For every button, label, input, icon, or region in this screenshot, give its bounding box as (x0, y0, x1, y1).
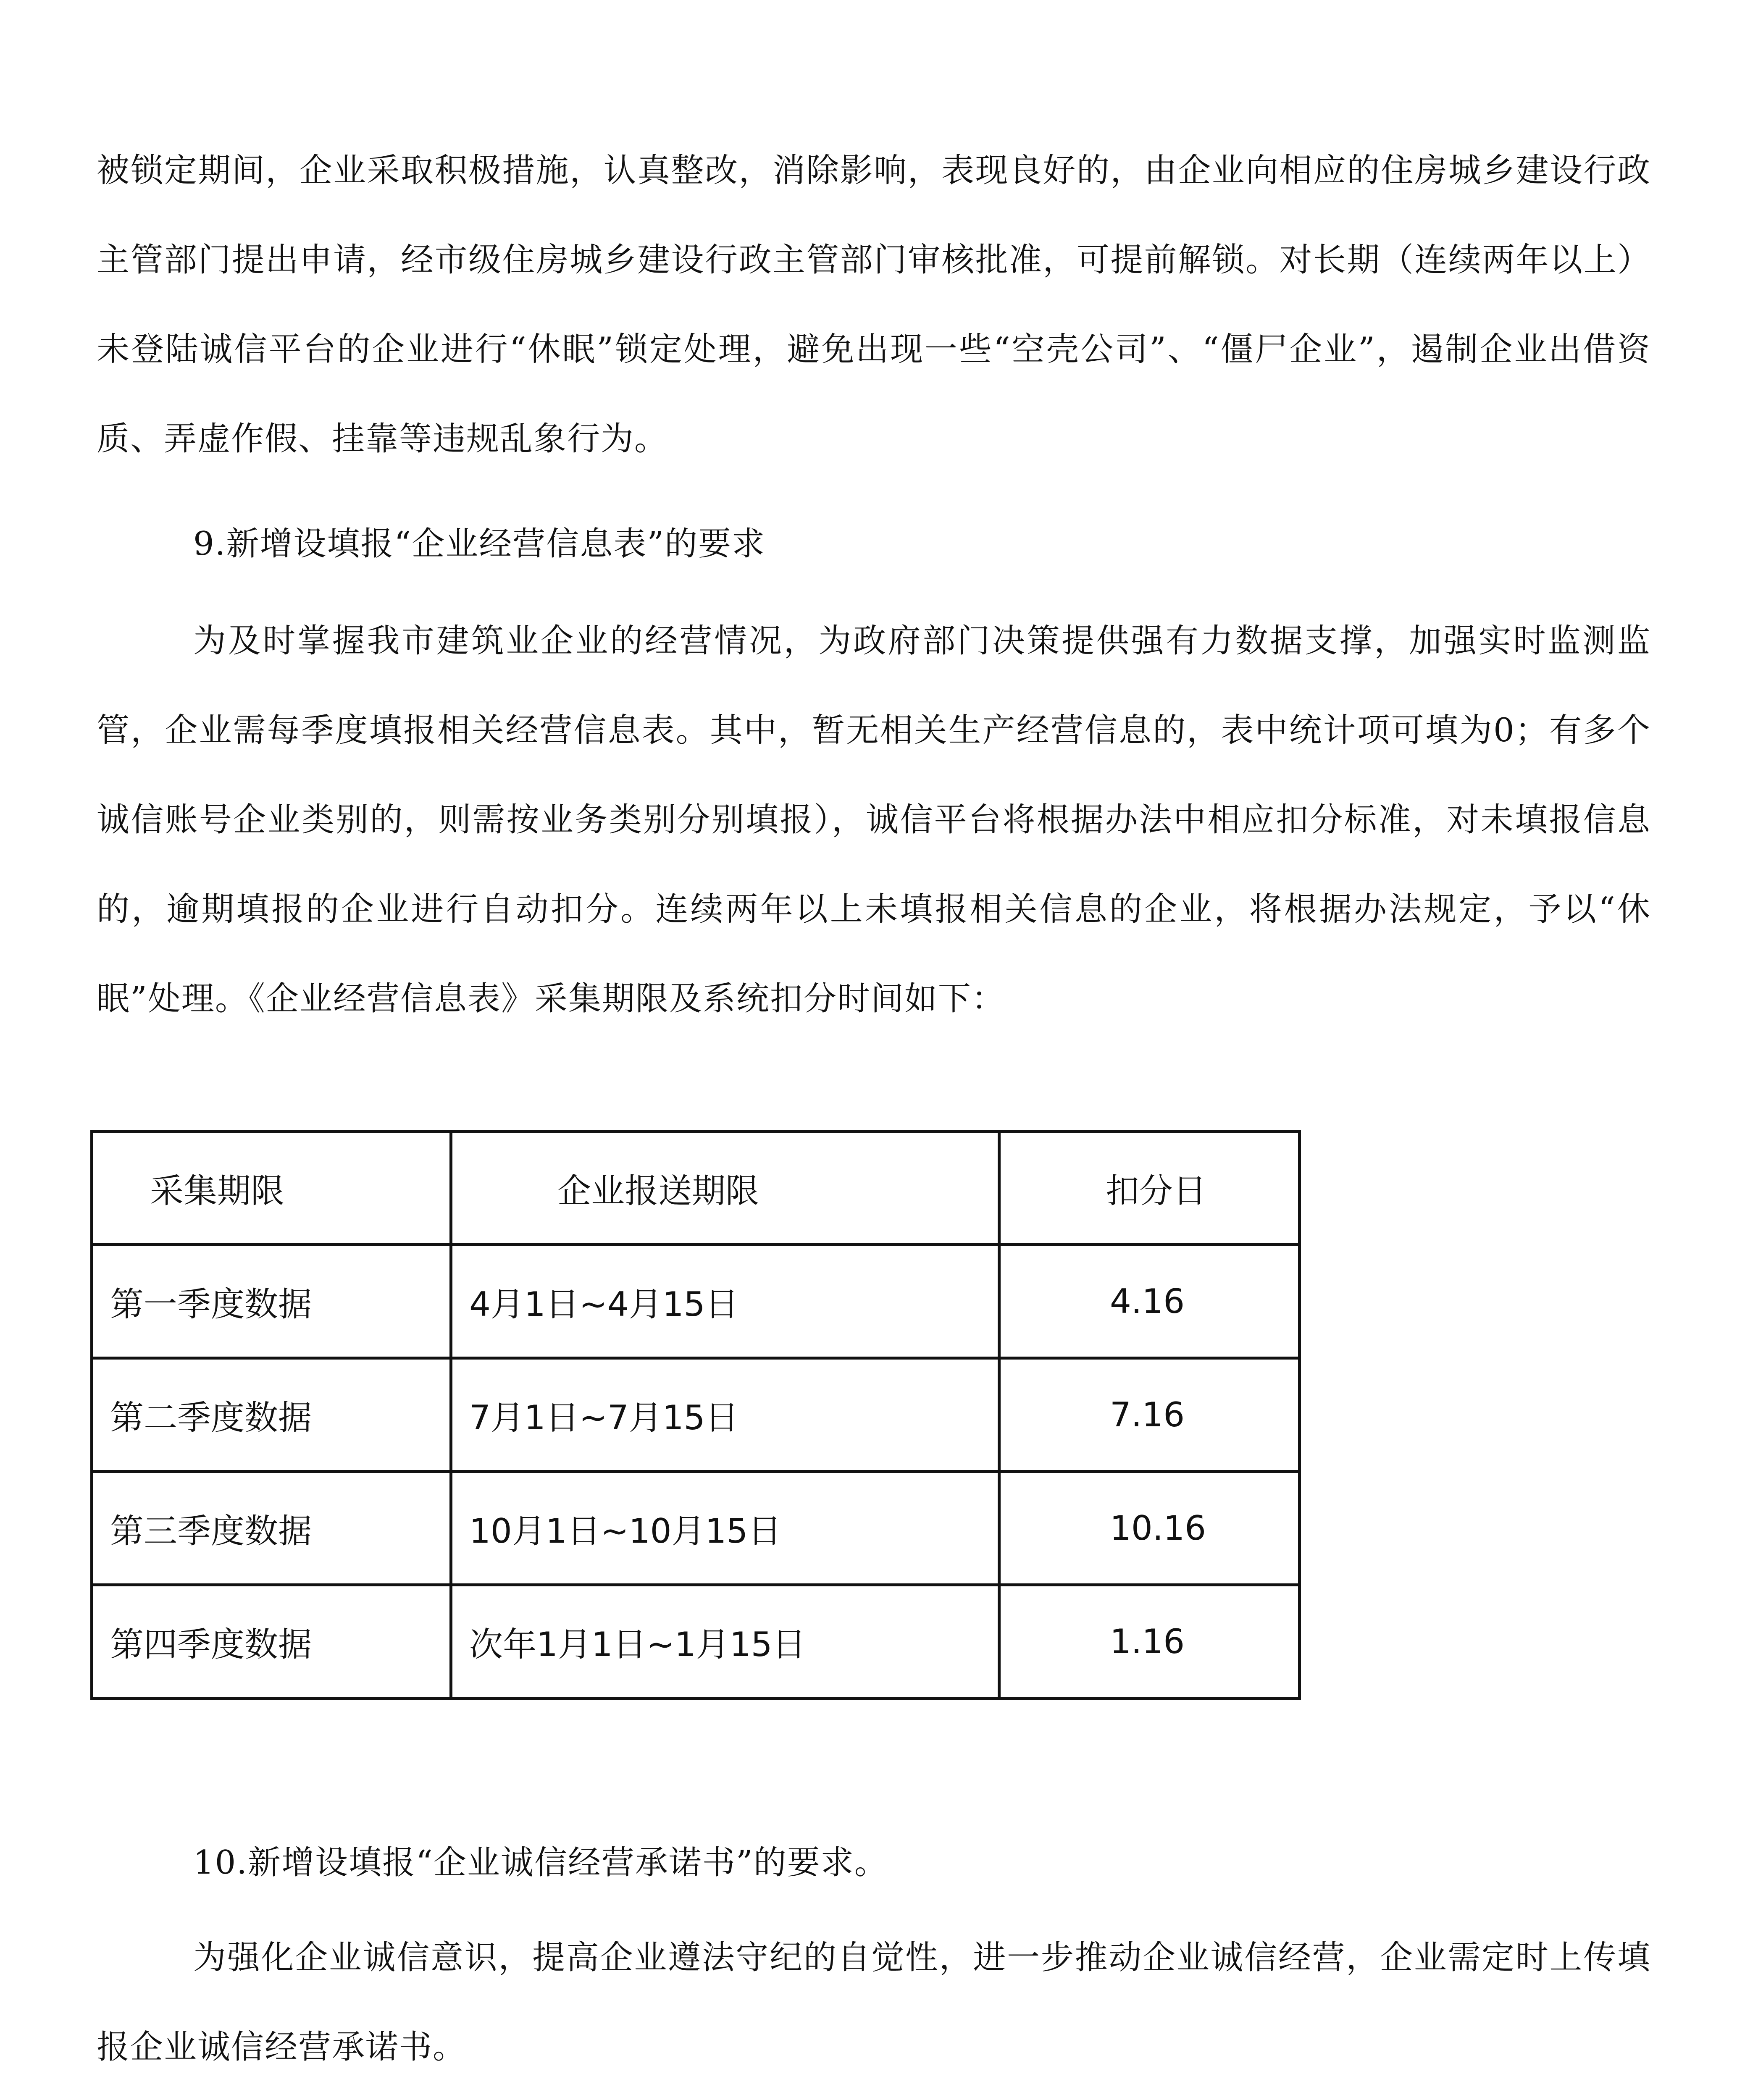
cell-deduction-date: 1.16 (999, 1585, 1300, 1698)
cell-deadline: 4月1日~4月15日 (451, 1245, 999, 1358)
section-heading-9: 9.新增设填报“企业经营信息表”的要求 (193, 525, 766, 563)
cell-deduction-date: 10.16 (999, 1472, 1300, 1585)
cell-quarter: 第二季度数据 (92, 1358, 451, 1472)
paragraph-unlock-rules: 被锁定期间，企业采取积极措施，认真整改，消除影响，表现良好的，由企业向相应的住房城乡建设行政主管部门提出申请，经市级住房城乡建设行政主管部门审核批准，可提前解锁。对长期（连续两年以上）未登陆诚信平台的企业进行“休眠”锁定处理，避免出现一些“空壳公司”、“僵尸企业”，遏制企业出借资质、弄虚作假、挂靠等违规乱象行为。 (97, 152, 1651, 458)
paragraph-commitment-validity (97, 2094, 1651, 2100)
collection-schedule-table (90, 1130, 1301, 1700)
paragraph-integrity-commitment: 为强化企业诚信意识，提高企业遵法守纪的自觉性，进一步推动企业诚信经营，企业需定时上传填报企业诚信经营承诺书。 (97, 1939, 1651, 2066)
cell-quarter: 第四季度数据 (92, 1585, 451, 1698)
cell-deduction-date: 4.16 (999, 1245, 1300, 1358)
header-collection-period: 采集期限 (92, 1131, 451, 1245)
cell-deadline: 7月1日~7月15日 (451, 1358, 999, 1472)
table-row (92, 1472, 1300, 1585)
section-heading-10: 10.新增设填报“企业诚信经营承诺书”的要求。 (193, 1844, 888, 1882)
cell-deduction-date: 7.16 (999, 1358, 1300, 1472)
cell-deadline: 10月1日~10月15日 (451, 1472, 999, 1585)
table-row (92, 1358, 1300, 1472)
table-row (92, 1245, 1300, 1358)
table-header-row (92, 1131, 1300, 1245)
table-row (92, 1585, 1300, 1698)
cell-deadline: 次年1月1日~1月15日 (451, 1585, 999, 1698)
paragraph-business-info: 为及时掌握我市建筑业企业的经营情况，为政府部门决策提供强有力数据支撑，加强实时监测监管，企业需每季度填报相关经营信息表。其中，暂无相关生产经营信息的，表中统计项可填为0；有多个诚信账号企业类别的，则需按业务类别分别填报），诚信平台将根据办法中相应扣分标准，对未填报信息的，逾期填报的企业进行自动扣分。连续两年以上未填报相关信息的企业，将根据办法规定，予以“休眠”处理。《企业经营信息表》采集期限及系统扣分时间如下： (97, 622, 1651, 1018)
header-deduction-date: 扣分日 (999, 1131, 1300, 1245)
cell-quarter: 第一季度数据 (92, 1245, 451, 1358)
cell-quarter: 第三季度数据 (92, 1472, 451, 1585)
header-submission-deadline: 企业报送期限 (451, 1131, 999, 1245)
